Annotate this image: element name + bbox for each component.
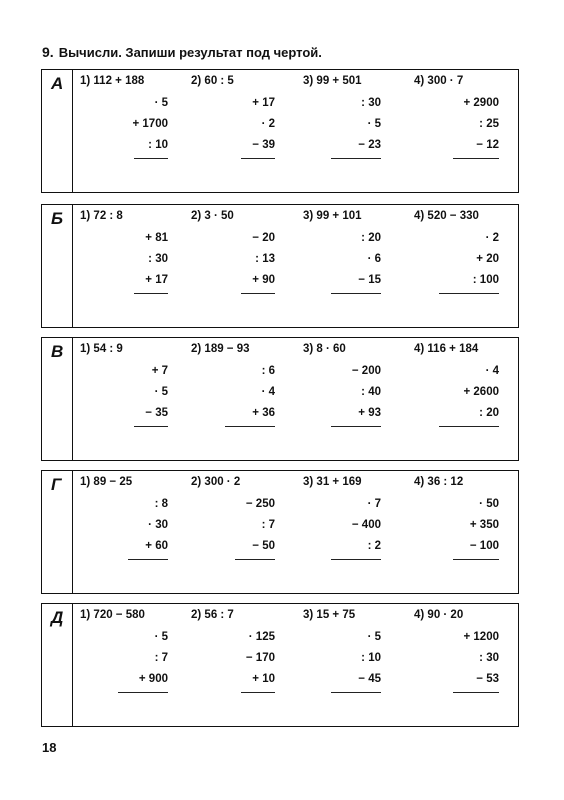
chain-step: − 170 — [245, 652, 275, 664]
chain-step: · 5 — [154, 631, 168, 643]
answer-line — [128, 559, 168, 560]
chain-step: + 2600 — [463, 386, 499, 398]
answer-line — [241, 293, 275, 294]
answer-line — [453, 158, 499, 159]
exercise-panel-b — [41, 204, 519, 328]
chain-step: · 5 — [154, 97, 168, 109]
chain-step: + 60 — [145, 540, 168, 552]
chain-step: · 125 — [248, 631, 275, 643]
task-instruction: Вычисли. Запиши результат под чертой. — [58, 45, 322, 60]
answer-line — [235, 559, 275, 560]
panel-letter: Г — [51, 475, 62, 494]
chain-start: 4) 90 · 20 — [414, 609, 464, 621]
answer-line — [225, 426, 275, 427]
chain-step: + 350 — [469, 519, 499, 531]
panel-letter: Д — [51, 608, 64, 627]
chain-step: − 45 — [358, 673, 381, 685]
chain-step: : 10 — [148, 139, 168, 151]
chain-step: − 39 — [252, 139, 275, 151]
answer-line — [453, 692, 499, 693]
chain-step: + 900 — [138, 673, 168, 685]
chain-step: + 20 — [476, 253, 499, 265]
chain-start: 2) 189 − 93 — [191, 343, 250, 355]
chain-step: : 30 — [361, 97, 381, 109]
exercise-panel-v — [41, 337, 519, 461]
chain-step: − 200 — [351, 365, 381, 377]
chain-step: : 40 — [361, 386, 381, 398]
chain-step: + 93 — [358, 407, 381, 419]
chain-step: + 90 — [252, 274, 275, 286]
chain-step: + 81 — [145, 232, 168, 244]
chain-step: + 7 — [151, 365, 168, 377]
panel-letter-column — [42, 70, 73, 192]
answer-line — [439, 426, 499, 427]
chain-start: 2) 60 : 5 — [191, 75, 234, 87]
chain-step: · 2 — [261, 118, 275, 130]
chain-step: + 36 — [252, 407, 275, 419]
answer-line — [331, 158, 381, 159]
chain-start: 1) 720 − 580 — [80, 609, 145, 621]
chain-start: 1) 54 : 9 — [80, 343, 123, 355]
answer-line — [134, 158, 168, 159]
chain-step: − 20 — [252, 232, 275, 244]
chain-step: : 100 — [472, 274, 499, 286]
panel-letter-column — [42, 205, 73, 327]
chain-step: − 53 — [476, 673, 499, 685]
chain-step: : 13 — [255, 253, 275, 265]
panel-letter-column — [42, 471, 73, 593]
answer-line — [134, 426, 168, 427]
chain-step: − 35 — [145, 407, 168, 419]
chain-step: : 30 — [148, 253, 168, 265]
chain-step: : 2 — [367, 540, 381, 552]
chain-step: : 20 — [361, 232, 381, 244]
answer-line — [331, 426, 381, 427]
chain-step: : 8 — [154, 498, 168, 510]
panel-letter-column — [42, 604, 73, 726]
answer-line — [331, 559, 381, 560]
answer-line — [439, 293, 499, 294]
panel-letter-column — [42, 338, 73, 460]
chain-step: · 5 — [367, 118, 381, 130]
chain-start: 3) 15 + 75 — [303, 609, 356, 621]
chain-step: − 15 — [358, 274, 381, 286]
chain-step: − 12 — [476, 139, 499, 151]
answer-line — [134, 293, 168, 294]
task-title — [42, 44, 322, 60]
chain-start: 1) 89 − 25 — [80, 476, 133, 488]
chain-step: · 5 — [367, 631, 381, 643]
chain-step: · 4 — [485, 365, 499, 377]
chain-start: 2) 56 : 7 — [191, 609, 234, 621]
chain-start: 2) 300 · 2 — [191, 476, 241, 488]
chain-start: 1) 72 : 8 — [80, 210, 123, 222]
answer-line — [241, 692, 275, 693]
chain-step: · 4 — [261, 386, 275, 398]
task-number: 9. — [42, 44, 54, 60]
chain-step: − 250 — [245, 498, 275, 510]
chain-step: − 400 — [351, 519, 381, 531]
chain-start: 1) 112 + 188 — [80, 75, 145, 87]
chain-step: + 2900 — [463, 97, 499, 109]
chain-start: 4) 300 · 7 — [414, 75, 464, 87]
chain-start: 2) 3 · 50 — [191, 210, 234, 222]
chain-step: − 23 — [358, 139, 381, 151]
chain-step: + 17 — [252, 97, 275, 109]
exercise-panel-d — [41, 603, 519, 727]
chain-step: · 30 — [148, 519, 168, 531]
chain-step: · 7 — [367, 498, 381, 510]
chain-start: 4) 520 − 330 — [414, 210, 479, 222]
chain-start: 3) 99 + 501 — [303, 75, 362, 87]
chain-step: : 7 — [261, 519, 275, 531]
answer-line — [331, 293, 381, 294]
chain-step: · 6 — [367, 253, 381, 265]
chain-step: + 1200 — [463, 631, 499, 643]
exercise-panel-a — [41, 69, 519, 193]
chain-step: : 6 — [261, 365, 275, 377]
chain-step: · 5 — [154, 386, 168, 398]
chain-step: : 30 — [479, 652, 499, 664]
answer-line — [331, 692, 381, 693]
chain-step: + 17 — [145, 274, 168, 286]
exercise-panel-g — [41, 470, 519, 594]
page-number: 18 — [42, 740, 57, 755]
chain-step: + 10 — [252, 673, 275, 685]
chain-start: 4) 36 : 12 — [414, 476, 464, 488]
chain-step: : 25 — [479, 118, 499, 130]
panel-letter: В — [51, 342, 64, 361]
chain-step: : 10 — [361, 652, 381, 664]
chain-step: − 50 — [252, 540, 275, 552]
chain-start: 3) 99 + 101 — [303, 210, 362, 222]
answer-line — [453, 559, 499, 560]
chain-step: : 7 — [154, 652, 168, 664]
chain-step: − 100 — [469, 540, 499, 552]
panel-letter: Б — [51, 209, 64, 228]
chain-start: 4) 116 + 184 — [414, 343, 479, 355]
chain-start: 3) 8 · 60 — [303, 343, 346, 355]
chain-step: · 50 — [479, 498, 499, 510]
chain-start: 3) 31 + 169 — [303, 476, 362, 488]
chain-step: · 2 — [485, 232, 499, 244]
chain-step: : 20 — [479, 407, 499, 419]
chain-step: + 1700 — [132, 118, 168, 130]
answer-line — [118, 692, 168, 693]
panel-letter: А — [51, 74, 64, 93]
answer-line — [241, 158, 275, 159]
